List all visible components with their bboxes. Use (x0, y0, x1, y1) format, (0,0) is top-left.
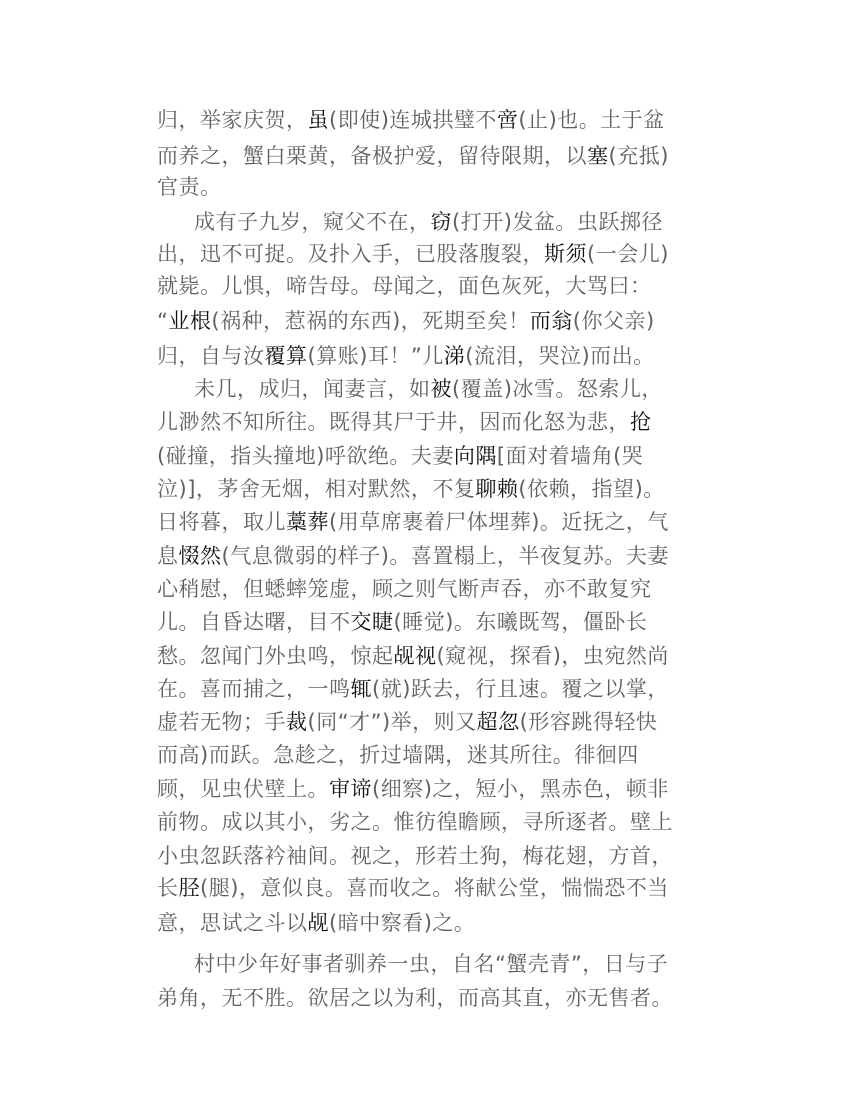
text-line (157, 982, 673, 1014)
text-segment: 儿。自昏达曙，目不 (157, 610, 351, 634)
text-line (157, 473, 665, 505)
annotated-term: 惙然 (178, 544, 222, 568)
annotated-term: 窃 (430, 210, 452, 234)
text-segment: (打开)发盆。虫跃掷径 (452, 210, 663, 234)
text-segment: 日将暮，取儿 (157, 510, 286, 534)
annotated-term: 觇 (307, 911, 329, 935)
annotated-term: 啻 (496, 108, 519, 132)
annotated-term: 审谛 (329, 777, 372, 801)
text-line (157, 806, 673, 838)
text-line (157, 305, 655, 337)
text-segment: 儿渺然不知所往。既得其尸于井，因而化怒为悲， (157, 410, 630, 434)
annotated-term: 藁葬 (286, 510, 329, 534)
text-line (157, 540, 669, 572)
text-line (157, 340, 655, 372)
text-segment: (窥视，探看)，虫宛然尚 (436, 644, 669, 668)
text-line (194, 948, 668, 980)
annotated-term: 裁 (286, 710, 308, 734)
text-segment: (祸种，惹祸的东西)，死期至矣！ (211, 309, 530, 333)
text-segment: 未几，成归，闻妻言，如 (194, 377, 431, 401)
text-segment: 意，思试之斗以 (157, 911, 308, 935)
text-segment: 弟角，无不胜。欲居之以为利，而高其直，亦无售者。 (157, 986, 673, 1010)
text-line (157, 506, 669, 538)
text-line (157, 104, 665, 136)
annotated-term: 斯须 (544, 242, 587, 266)
text-segment: (用草席裹着尸体埋葬)。近抚之，气 (329, 510, 669, 534)
text-segment: 就毙。儿惧，啼告母。母闻之，面色灰死，大骂曰： (157, 274, 652, 298)
text-segment: 归，自与汝 (157, 344, 265, 368)
text-segment: (睡觉)。东曦既驾，僵卧长 (393, 610, 648, 634)
text-segment: 长 (157, 876, 179, 900)
text-segment: 虚若无物；手 (157, 710, 286, 734)
text-segment: 小虫忽跃落衿袖间。视之，形若土狗，梅花翅，方首， (157, 844, 673, 868)
text-line (157, 673, 669, 705)
text-line (194, 206, 663, 238)
text-segment: 成有子九岁，窥父不在， (194, 210, 431, 234)
annotated-term: 被 (430, 377, 452, 401)
text-line (157, 171, 222, 203)
text-segment: (流泪，哭泣)而出。 (465, 344, 655, 368)
text-line (157, 238, 669, 270)
text-line (157, 606, 647, 638)
text-segment: (算账)耳！”儿 (307, 344, 444, 368)
text-segment: 前物。成以其小，劣之。惟彷徨瞻顾，寻所逐者。壁上 (157, 810, 673, 834)
text-line (157, 140, 669, 172)
text-segment: (腿)，意似良。喜而收之。将献公堂，惴惴恐不当 (200, 876, 669, 900)
text-segment: (同“才”)举，则又 (307, 710, 477, 734)
annotated-term: 超忽 (476, 710, 520, 734)
text-segment: (即使)连城拱璧不 (329, 108, 497, 132)
text-segment: (气息微弱的样子)。喜置榻上，半夜复苏。夫妻 (221, 544, 669, 568)
text-line (157, 840, 673, 872)
annotated-term: 涕 (443, 344, 466, 368)
text-segment: (细察)之，短小，黑赤色，顿非 (372, 777, 669, 801)
text-line (157, 270, 652, 302)
text-segment: 顾，见虫伏壁上。 (157, 777, 329, 801)
text-segment: 官责。 (157, 175, 222, 199)
annotated-term: 胫 (178, 876, 200, 900)
text-segment: 而高)而跃。急趁之，折过墙隅，迷其所往。徘徊四 (157, 743, 639, 767)
annotated-term: 觇视 (393, 644, 437, 668)
annotated-term: 向隅 (453, 444, 497, 468)
annotated-term: 覆算 (264, 344, 308, 368)
text-segment: 心稍慰，但蟋蟀笼虚，顾之则气断声吞，亦不敢复究 (157, 577, 652, 601)
text-line (157, 773, 669, 805)
text-line (157, 907, 475, 939)
text-segment: [面对着墙角(哭 (496, 444, 644, 468)
annotated-term: 虽 (307, 108, 329, 132)
annotated-term: 辄 (350, 677, 372, 701)
text-line (157, 739, 639, 771)
annotated-term: 聊赖 (475, 477, 519, 501)
text-segment: (止)也。土于盆 (518, 108, 665, 132)
text-segment: (碰撞，指头撞地)呼欲绝。夫妻 (157, 444, 454, 468)
text-line (157, 573, 652, 605)
text-segment: 出，迅不可捉。及扑入手，已股落腹裂， (157, 242, 544, 266)
annotated-term: 业根 (168, 309, 212, 333)
text-line (157, 406, 652, 438)
text-segment: 而养之，蟹白栗黄，备极护爱，留待限期，以 (157, 144, 587, 168)
text-segment: (覆盖)冰雪。怒索儿， (452, 377, 663, 401)
text-segment: (你父亲) (572, 309, 655, 333)
text-line (157, 706, 657, 738)
annotated-term: 塞 (587, 144, 609, 168)
annotated-term: 交睫 (350, 610, 394, 634)
text-segment: 在。喜而捕之，一鸣 (157, 677, 351, 701)
text-segment: (一会儿) (587, 242, 669, 266)
text-segment: “ (157, 309, 169, 333)
text-line (157, 440, 643, 472)
annotated-term: 抢 (630, 410, 652, 434)
text-segment: 归，举家庆贺， (157, 108, 308, 132)
text-segment: (依赖，指望)。 (518, 477, 665, 501)
text-segment: (形容跳得轻快 (519, 710, 658, 734)
text-segment: (暗中察看)之。 (329, 911, 476, 935)
text-line (194, 373, 663, 405)
text-segment: (就)跃去，行且速。覆之以掌， (372, 677, 669, 701)
text-line (157, 640, 669, 672)
text-segment: 息 (157, 544, 179, 568)
text-segment: 泣)]，茅舍无烟，相对默然，不复 (157, 477, 476, 501)
text-segment: 愁。忽闻门外虫鸣，惊起 (157, 644, 394, 668)
text-segment: (充抵) (608, 144, 669, 168)
text-line (157, 872, 669, 904)
annotated-term: 而翁 (529, 309, 573, 333)
text-segment: 村中少年好事者驯养一虫，自名“蟹壳青”，日与子 (194, 952, 669, 976)
